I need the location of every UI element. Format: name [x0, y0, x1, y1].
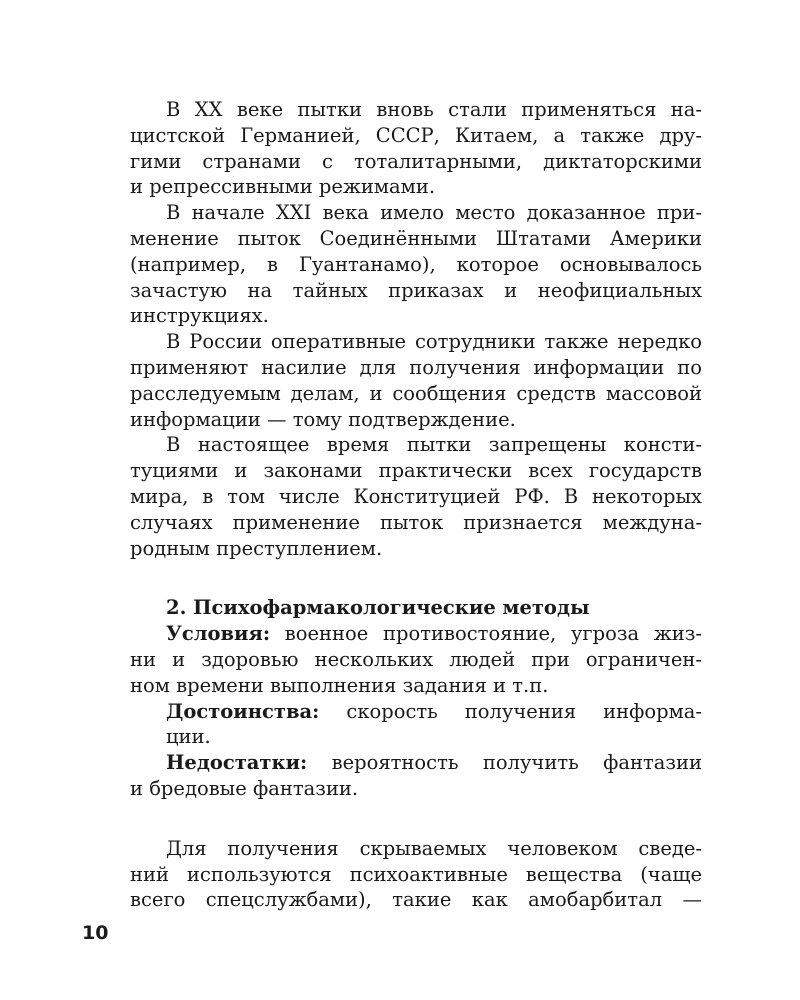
text-line: туциями и законами практически всех государств	[130, 459, 702, 483]
text-line: менение пыток Соединёнными Штатами Америки	[130, 226, 702, 250]
text-line	[130, 621, 702, 647]
section-heading: 2. Психофармакологические методы	[166, 596, 590, 620]
page-body	[130, 97, 702, 913]
text-line: всего спецслужбами), такие как амобарбитал —	[130, 888, 702, 912]
text-line: В России оперативные сотрудники также нередко	[166, 330, 702, 354]
text-line: применяют насилие для получения информации по	[130, 355, 702, 379]
text-line: информации — тому подтверждение.	[130, 407, 516, 431]
text-line: инструкциях.	[130, 304, 269, 328]
conditions-label: Условия:	[166, 622, 271, 646]
paragraph-torture-20th-century	[130, 97, 702, 200]
text-line: расследуемым делам, и сообщения средств массовой	[130, 381, 702, 405]
conditions-block	[130, 621, 702, 698]
disadvantages-text: вероятность получить фантазии	[307, 751, 702, 775]
advantages-block	[130, 699, 702, 751]
disadvantages-label: Недостатки:	[166, 751, 308, 775]
text-line: ном времени выполнения задания и т.п.	[130, 673, 549, 697]
text-line: и бредовые фантазии.	[130, 776, 359, 800]
text-line: Для получения скрываемых человеком сведе-	[166, 836, 702, 860]
text-line: и репрессивными режимами.	[130, 175, 436, 199]
text-line: случаях применение пыток признается междуна-	[130, 510, 702, 534]
page-number: 10	[82, 922, 109, 944]
text-line: гими странами с тоталитарными, диктаторскими	[130, 149, 702, 173]
text-line: зачастую на тайных приказах и неофициальных	[130, 278, 702, 302]
paragraph-torture-21st-century	[130, 200, 702, 329]
conditions-text: военное противостояние, угроза жиз-	[270, 622, 702, 646]
text-line: ни и здоровью нескольких людей при ограничен-	[130, 647, 702, 671]
advantages-label: Достоинства:	[166, 699, 320, 723]
text-line: В начале XXI века имело место доказанное при-	[166, 201, 702, 225]
text-line: В настоящее время пытки запрещены консти-	[166, 433, 702, 457]
paragraph-russia	[130, 329, 702, 432]
text-line: мира, в том числе Конституцией РФ. В некоторых	[130, 484, 702, 508]
text-line: цистской Германией, СССР, Китаем, а также дру-	[130, 123, 702, 147]
text-line	[130, 699, 702, 725]
text-line	[130, 750, 702, 776]
text-line: (например, в Гуантанамо), которое основывалось	[130, 252, 702, 276]
paragraph-psychoactive	[130, 836, 702, 913]
text-line: ции.	[166, 725, 211, 749]
text-line: родным преступлением.	[130, 536, 383, 560]
paragraph-prohibition	[130, 432, 702, 561]
text-line: В XX веке пытки вновь стали применяться на-	[166, 98, 702, 121]
disadvantages-block	[130, 750, 702, 802]
advantages-text: скорость получения информа-	[319, 699, 702, 723]
paragraph-gap	[130, 802, 702, 836]
text-line: ний используются психоактивные вещества (чаще	[130, 862, 702, 886]
